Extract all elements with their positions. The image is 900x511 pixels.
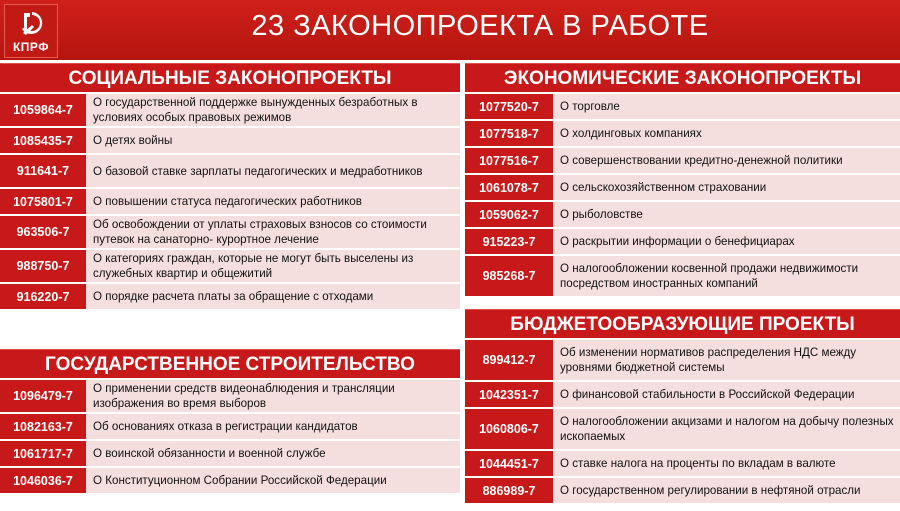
bill-row (465, 121, 900, 146)
bill-row (0, 216, 460, 248)
economic-bills-panel (465, 63, 900, 298)
bill-row (0, 414, 460, 439)
bill-title: О воинской обязанности и военной службе (93, 447, 326, 460)
bill-row (465, 175, 900, 200)
bill-row (0, 155, 460, 187)
bill-number: 1046036-7 (0, 468, 86, 493)
bill-row (465, 148, 900, 173)
bill-title: О рыболовстве (560, 208, 643, 221)
bill-number: 1077516-7 (465, 148, 553, 173)
bill-title: О категориях граждан, которые не могут быть выселены из служебных квартир и общежитий (93, 252, 414, 280)
kprf-logo (4, 4, 58, 58)
bill-number: 1085435-7 (0, 128, 86, 153)
bill-row (0, 94, 460, 126)
bill-title: О торговле (560, 100, 620, 113)
header (0, 0, 900, 60)
hammer-sickle-icon (18, 9, 46, 37)
bill-title: О детях войны (93, 134, 173, 147)
bill-row (0, 128, 460, 153)
bill-row (0, 250, 460, 282)
bill-number: 1077518-7 (465, 121, 553, 146)
bill-title: О государственной поддержке вынужденных безработных в условиях особых правовых режимов (93, 96, 418, 124)
bill-number: 916220-7 (0, 284, 86, 309)
page-title: 23 ЗАКОНОПРОЕКТА В РАБОТЕ (251, 10, 709, 42)
bill-title: О холдинговых компаниях (560, 127, 702, 140)
section-title: БЮДЖЕТООБРАЗУЮЩИЕ ПРОЕКТЫ (465, 309, 900, 338)
bill-title: О финансовой стабильности в Российской Федерации (560, 388, 855, 401)
bill-title: О совершенствовании кредитно-денежной политики (560, 154, 843, 167)
state-building-panel (0, 349, 460, 495)
bill-title: О налогообложении косвенной продажи недвижимости посредством иностранных компаний (560, 262, 859, 290)
bill-row (465, 229, 900, 254)
bill-title: О Конституционном Собрании Российской Федерации (93, 474, 387, 487)
bill-title: О применении средств видеонаблюдения и трансляции изображения во время выборов (93, 382, 395, 410)
bill-title: О ставке налога на проценты по вкладам в валюте (560, 457, 836, 470)
bill-number: 886989-7 (465, 478, 553, 503)
bill-row (465, 478, 900, 503)
bill-number: 985268-7 (465, 256, 553, 296)
bill-row (465, 451, 900, 476)
bill-number: 1059062-7 (465, 202, 553, 227)
bill-row (0, 468, 460, 493)
bill-number: 1061717-7 (0, 441, 86, 466)
bill-title: О государственном регулировании в нефтяной отрасли (560, 484, 861, 497)
bill-row (465, 340, 900, 380)
bill-row (465, 382, 900, 407)
bill-number: 1060806-7 (465, 409, 553, 449)
bill-number: 899412-7 (465, 340, 553, 380)
bill-number: 1059864-7 (0, 94, 86, 126)
bill-title: Об освобождении от уплаты страховых взносов со стоимости путевок на санаторно- курортное лечение (93, 218, 427, 246)
bill-number: 1096479-7 (0, 380, 86, 412)
section-title: СОЦИАЛЬНЫЕ ЗАКОНОПРОЕКТЫ (0, 63, 460, 92)
bill-title: О порядке расчета платы за обращение с отходами (93, 290, 374, 303)
logo-text: КПРФ (12, 40, 50, 54)
bill-title: Об основаниях отказа в регистрации кандидатов (93, 420, 358, 433)
bill-title: О налогообложении акцизами и налогом на добычу полезных ископаемых (560, 415, 894, 443)
bill-title: О раскрытии информации о бенефициарах (560, 235, 795, 248)
bill-title: Об изменении нормативов распределения НДС между уровнями бюджетной системы (560, 346, 857, 374)
bill-title: О базовой ставке зарплаты педагогических и медработников (93, 164, 423, 178)
bill-number: 1075801-7 (0, 189, 86, 214)
bill-number: 1042351-7 (465, 382, 553, 407)
bill-number: 988750-7 (0, 250, 86, 282)
bill-row (465, 94, 900, 119)
budget-bills-panel (465, 309, 900, 505)
bill-number: 963506-7 (0, 216, 86, 248)
section-title: ГОСУДАРСТВЕННОЕ СТРОИТЕЛЬСТВО (0, 349, 460, 378)
bill-row (0, 189, 460, 214)
bill-number: 1082163-7 (0, 414, 86, 439)
bill-number: 1044451-7 (465, 451, 553, 476)
bill-row (0, 380, 460, 412)
bill-row (465, 256, 900, 296)
bill-number: 915223-7 (465, 229, 553, 254)
bill-row (465, 409, 900, 449)
bill-title: О сельскохозяйственном страховании (560, 181, 767, 194)
bill-number: 911641-7 (0, 155, 86, 187)
bill-row (0, 441, 460, 466)
social-bills-panel (0, 63, 460, 311)
bill-title: О повышении статуса педагогических работников (93, 195, 362, 208)
bill-row (465, 202, 900, 227)
section-title: ЭКОНОМИЧЕСКИЕ ЗАКОНОПРОЕКТЫ (465, 63, 900, 92)
bill-number: 1077520-7 (465, 94, 553, 119)
bill-row (0, 284, 460, 309)
bill-number: 1061078-7 (465, 175, 553, 200)
